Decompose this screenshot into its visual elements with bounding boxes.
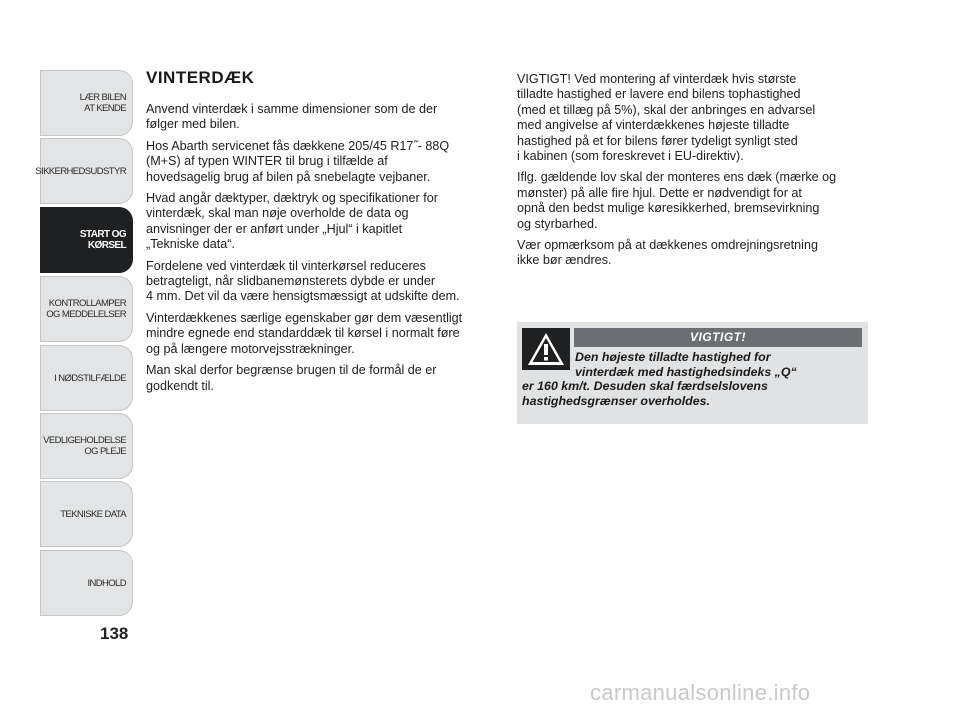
paragraph: Man skal derfor begrænse brugen til de formål de er godkendt til. [146, 363, 437, 393]
paragraph: VIGTIGT! Ved montering af vinterdæk hvis største tilladte hastighed er lavere end bilens tophastighed (med et tillæg på 5%), skal der anbringes en advarsel med angivelse af vinterdækkenes højeste tilladte hastighed på et for bilens fører tydeligt synligt sted i kabinen (som foreskrevet i EU-direktiv). [517, 72, 816, 164]
tab-tekniske-data[interactable]: TEKNISKE DATA [40, 481, 133, 547]
tab-indhold[interactable]: INDHOLD [40, 550, 133, 616]
warning-line: er 160 km/t. Desuden skal færdselslovens [522, 379, 768, 394]
tab-kontrollamper[interactable]: KONTROLLAMPER OG MEDDELELSER [40, 276, 133, 342]
section-title: VINTERDÆK [146, 68, 255, 87]
paragraph: Fordelene ved vinterdæk til vinterkørsel reduceres betragteligt, når slidbanemønsterets dybde er under 4 mm. Det vil da være hensigtsmæssigt at udskifte dem. [146, 258, 460, 304]
tab-i-nodstilfaelde[interactable]: I NØDSTILFÆLDE [40, 345, 133, 411]
paragraph: Iflg. gældende lov skal der monteres ens dæk (mærke og mønster) på alle fire hjul. Dette er nødvendigt for at opnå den bedst mulige køresikkerhed, bremsevirkning og styrbarhed. [517, 170, 837, 231]
warning-line: vinterdæk med hastighedsindeks „Q“ [575, 364, 797, 379]
left-column [146, 68, 498, 400]
paragraph: Vær opmærksom på at dækkenes omdrejningsretning ikke bør ændres. [517, 238, 818, 268]
warning-box [517, 322, 868, 424]
paragraph: Hvad angår dæktyper, dæktryk og specifikationer for vinterdæk, skal man nøje overholde de data og anvisninger der er anført under „Hjul“ i kapitlet „Tekniske data“. [146, 191, 438, 252]
watermark: carmanualsonline.info [590, 680, 811, 705]
warning-text [522, 350, 862, 408]
tab-laer-bilen-at-kende[interactable]: LÆR BILEN AT KENDE [40, 70, 133, 136]
right-column [517, 72, 869, 275]
paragraph: Vinterdækkenes særlige egenskaber gør dem væsentligt mindre egnede end standarddæk til kørsel i normalt føre og på længere motorvejsstrækninger. [146, 310, 463, 356]
paragraph: Anvend vinterdæk i samme dimensioner som de der følger med bilen. [146, 102, 438, 132]
page-number: 138 [100, 624, 129, 643]
tab-start-og-korsel[interactable]: START OG KØRSEL [40, 207, 133, 273]
paragraph: Hos Abarth servicenet fås dækkene 205/45 R17˝- 88Q (M+S) af typen WINTER til brug i tilfælde af hovedsagelig brug af bilen på snebelagte vejbaner. [146, 138, 450, 184]
warning-line: Den højeste tilladte hastighed for [575, 350, 771, 364]
tab-sikkerhedsudstyr[interactable]: SIKKERHEDSUDSTYR [40, 138, 133, 204]
warning-line: hastighedsgrænser overholdes. [522, 393, 710, 408]
tab-vedligeholdelse[interactable]: VEDLIGEHOLDELSE OG PLEJE [40, 413, 133, 479]
warning-header: VIGTIGT! [574, 328, 862, 347]
